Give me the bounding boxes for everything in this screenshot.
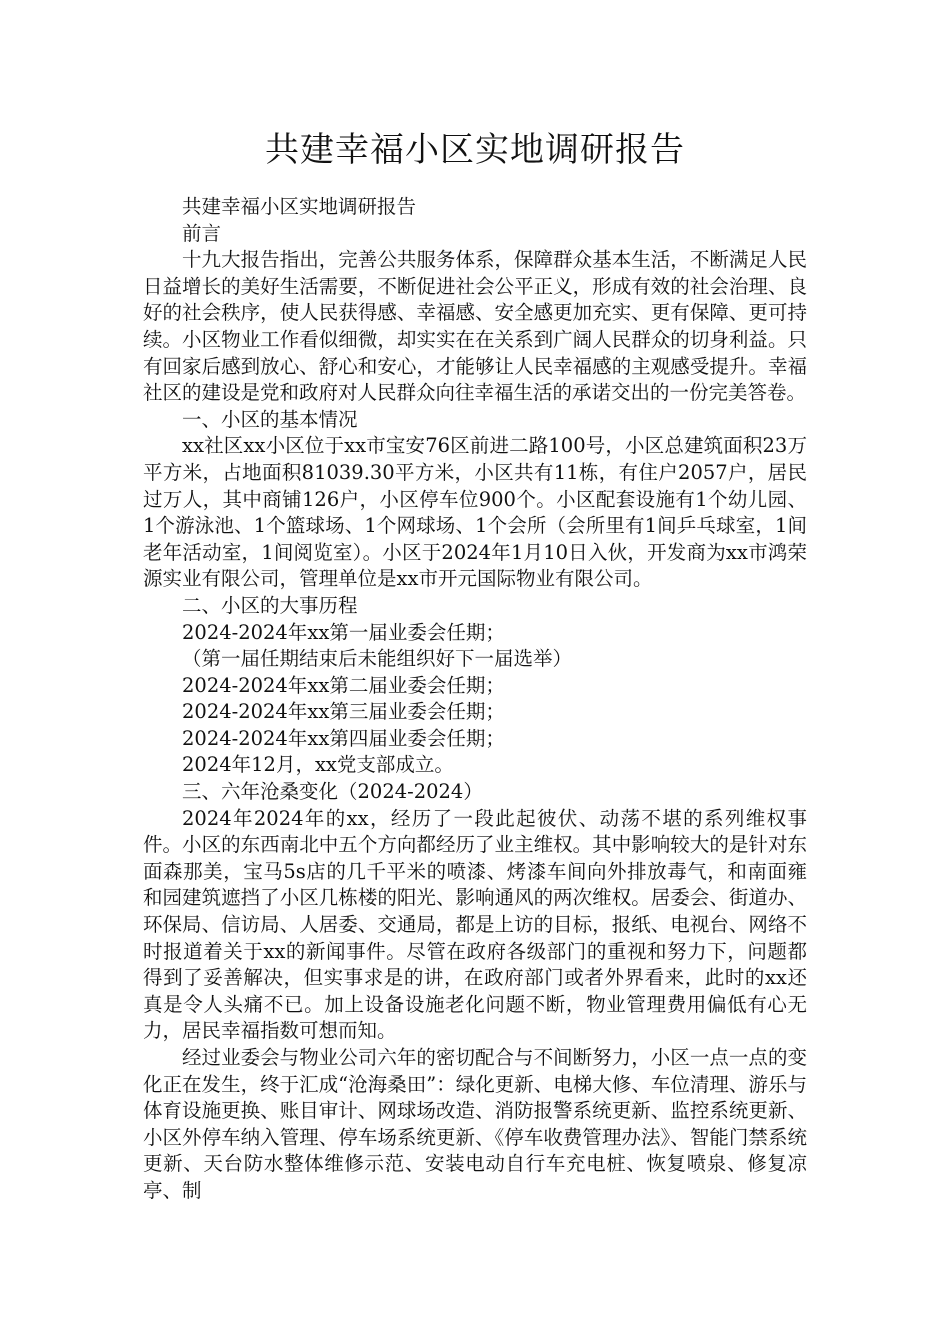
section-heading-milestones: 二、小区的大事历程 [182, 593, 358, 617]
paragraph-changes-history: 2024年2024年的xx，经历了一段此起彼伏、动荡不堪的系列维权事件。小区的东西南北中五个方向都经历了业主维权。其中影响较大的是针对东面森那美，宝马5s店的几千平米的喷漆、烤漆车间向外排放毒气，和南面雍和园建筑遮挡了小区几栋楼的阳光、影响通风的两次维权。居委会、街道办、环保局、信访局、人居委、交通局，都是上访的目标，报纸、电视台、网络不时报道着关于xx的新闻事件。尽管在政府各级部门的重视和努力下，问题都得到了妥善解决，但实事求是的讲，在政府部门或者外界看来，此时的xx还真是令人头痛不已。加上设备设施老化问题不断，物业管理费用偏低有心无力，居民幸福指数可想而知。 [143, 806, 807, 1043]
section-heading-changes: 三、六年沧桑变化（2024-2024） [182, 780, 483, 804]
paragraph-changes-progress: 经过业委会与物业公司六年的密切配合与不间断努力，小区一点一点的变化正在发生，终于汇成“沧海桑田”：绿化更新、电梯大修、车位清理、游乐与体育设施更换、账目审计、网球场改造、消防报警系统更新、监控系统更新、小区外停车纳入管理、停车场系统更新、《停车收费管理办法》、智能门禁系统更新、天台防水整体维修示范、安装电动自行车充电桩、恢复喷泉、修复凉亭、制 [143, 1046, 807, 1202]
paragraph-preface-heading: 前言 [182, 221, 222, 245]
document-page [143, 128, 807, 1205]
milestone-item: 2024-2024年xx第一届业委会任期； [182, 620, 505, 644]
paragraph-preface: 十九大报告指出，完善公共服务体系，保障群众基本生活，不断满足人民日益增长的美好生活需要，不断促进社会公平正义，形成有效的社会治理、良好的社会秩序，使人民获得感、幸福感、安全感更加充实、更有保障、更可持续。小区物业工作看似细微，却实实在在关系到广阔人民群众的切身利益。只有回家后感到放心、舒心和安心，才能够让人民幸福感的主观感受提升。幸福社区的建设是党和政府对人民群众向往幸福生活的承诺交出的一份完美答卷。 [143, 248, 807, 405]
document-title: 共建幸福小区实地调研报告 [265, 130, 685, 170]
milestone-item: （第一届任期结束后未能组织好下一届选举） [182, 647, 573, 671]
milestone-item: 2024-2024年xx第四届业委会任期； [182, 726, 505, 750]
paragraph-subtitle: 共建幸福小区实地调研报告 [182, 195, 417, 218]
milestone-item: 2024年12月，xx党支部成立。 [182, 753, 454, 777]
section-heading-basic-info: 一、小区的基本情况 [182, 407, 358, 431]
paragraph-basic-info: xx社区xx小区位于xx市宝安76区前进二路100号，小区总建筑面积23万平方米，占地面积81039.30平方米，小区共有11栋，有住户2057户，居民过万人，其中商铺126户，小区停车位900个。小区配套设施有1个幼儿园、1个游泳池、1个篮球场、1个网球场、1个会所（会所里有1间乒乓球室，1间老年活动室，1间阅览室）。小区于2024年1月10日入伙，开发商为xx市鸿荣源实业有限公司，管理单位是xx市开元国际物业有限公司。 [143, 434, 807, 591]
milestone-item: 2024-2024年xx第二届业委会任期； [182, 673, 505, 697]
milestone-item: 2024-2024年xx第三届业委会任期； [182, 700, 505, 724]
